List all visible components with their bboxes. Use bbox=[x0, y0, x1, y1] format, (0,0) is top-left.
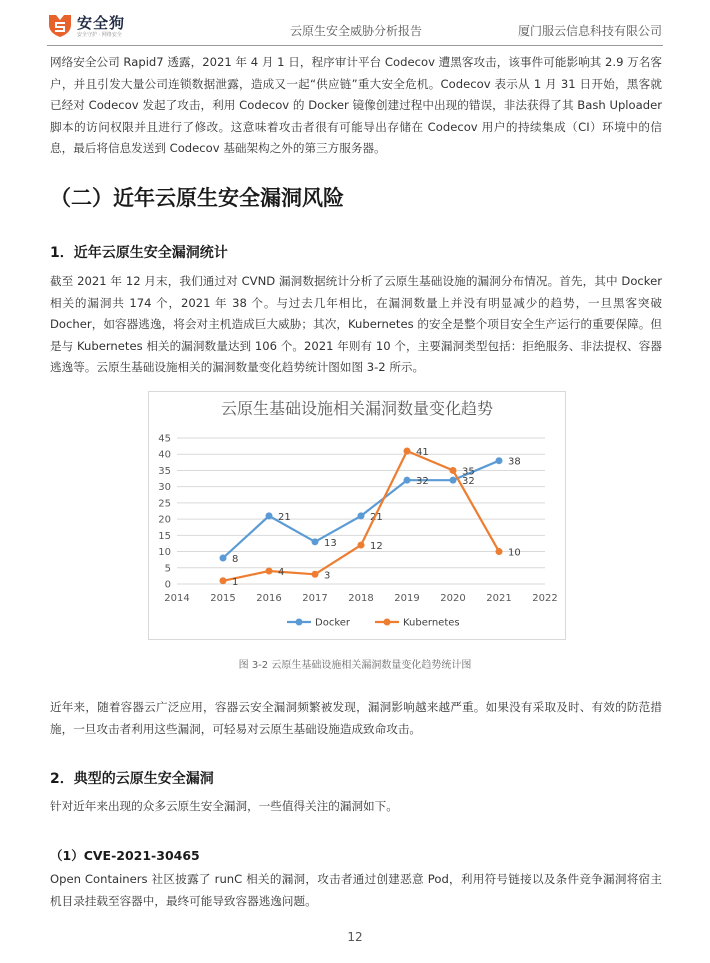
data-point bbox=[312, 571, 319, 578]
data-label: 4 bbox=[278, 567, 285, 579]
intro-paragraph: 网络安全公司 Rapid7 透露，2021 年 4 月 1 日，程序审计平台 Codecov 遭黑客攻击，该事件可能影响其 2.9 万名客户，并且引发大量公司连锁数据泄露，造成又一起“供应链”重大安全危机。Codecov 表示从 1 月 31 日开始，黑客就已经对 Codecov 发起了攻击，利用 Codecov 的 Docker 镜像创建过程中出现的错误，非法获得了其 Bash Uploader 脚本的访问权限并且进行了修改。这意味着攻击者很有可能导出存储在 Codecov 用户的持续集成（CI）环境中的信息，最后将信息发送到 Codecov 基础架构之外的第三方服务器。 bbox=[50, 55, 662, 155]
data-label: 12 bbox=[370, 541, 383, 553]
y-tick-label: 45 bbox=[158, 433, 171, 445]
data-point bbox=[450, 477, 457, 484]
data-label: 3 bbox=[324, 570, 331, 582]
data-label: 8 bbox=[232, 554, 239, 566]
data-point bbox=[496, 457, 503, 464]
cve-paragraph: Open Containers 社区披露了 runC 相关的漏洞，攻击者通过创建恶意 Pod，利用符号链接以及条件竞争漏洞将宿主机目录挂载至容器中，最终可能导致容器逃逸问题。 bbox=[50, 872, 662, 908]
vulnerability-trend-chart bbox=[148, 391, 566, 640]
data-label: 1 bbox=[232, 576, 239, 588]
after-chart-paragraph: 近年来，随着容器云广泛应用，容器云安全漏洞频繁被发现，漏洞影响越来越严重。如果没有采取及时、有效的防范措施，一旦攻击者利用这些漏洞，可轻易对云原生基础设施造成致命攻击。 bbox=[50, 700, 662, 736]
x-tick-label: 2017 bbox=[302, 593, 328, 604]
legend-marker bbox=[384, 619, 391, 626]
header-divider bbox=[47, 45, 663, 46]
x-tick-label: 2020 bbox=[440, 593, 466, 604]
y-tick-label: 35 bbox=[158, 465, 171, 477]
company-name: 厦门服云信息科技有限公司 bbox=[517, 24, 662, 38]
data-label: 32 bbox=[462, 476, 475, 488]
data-point bbox=[312, 538, 319, 545]
data-label: 35 bbox=[462, 466, 475, 478]
y-tick-label: 40 bbox=[158, 449, 171, 461]
legend-label: Docker bbox=[315, 617, 351, 629]
data-label: 21 bbox=[370, 511, 383, 523]
data-label: 13 bbox=[324, 537, 337, 549]
figure-caption: 图 3-2 云原生基础设施相关漏洞数量变化趋势统计图 bbox=[238, 660, 472, 671]
shield-logo-icon bbox=[47, 12, 73, 38]
y-tick-label: 20 bbox=[158, 514, 171, 526]
report-title: 云原生安全威胁分析报告 bbox=[290, 24, 423, 38]
cve-heading: （1）CVE-2021-30465 bbox=[50, 848, 200, 863]
data-point bbox=[496, 548, 503, 555]
x-tick-label: 2021 bbox=[486, 593, 512, 604]
subsection-heading-stats: 1．近年云原生安全漏洞统计 bbox=[50, 245, 228, 261]
data-label: 21 bbox=[278, 511, 291, 523]
x-tick-label: 2019 bbox=[394, 593, 420, 604]
legend-marker bbox=[296, 619, 303, 626]
x-tick-label: 2018 bbox=[348, 593, 374, 604]
x-tick-label: 2022 bbox=[532, 593, 558, 604]
x-tick-label: 2016 bbox=[256, 593, 282, 604]
stats-paragraph: 截至 2021 年 12 月末，我们通过对 CVND 漏洞数据统计分析了云原生基础设施的漏洞分布情况。首先，其中 Docker 相关的漏洞共 174 个，2021 年 38 个。与过去几年相比，在漏洞数量上并没有明显减少的趋势，一旦黑客突破 Docher，如容器逃逸，将会对主机造成巨大威胁；其次，Kubernetes 的安全是整个项目安全生产运行的重要保障。但是与 Kubernetes 相关的漏洞数量达到 106 个。2021 年则有 10 个，主要漏洞类型包括：拒绝服务、非法提权、容器逃逸等。云原生基础设施相关的漏洞数量变化趋势统计图如图 3-2 所示。 bbox=[50, 274, 662, 374]
data-point bbox=[266, 568, 273, 575]
section-heading: （二）近年云原生安全漏洞风险 bbox=[50, 186, 344, 210]
data-label: 38 bbox=[508, 456, 521, 468]
data-point bbox=[220, 577, 227, 584]
chart-title: 云原生基础设施相关漏洞数量变化趋势 bbox=[220, 399, 494, 418]
data-point bbox=[220, 555, 227, 562]
page-number: 12 bbox=[347, 930, 363, 944]
y-tick-label: 30 bbox=[158, 482, 171, 494]
subsection-heading-typical: 2．典型的云原生安全漏洞 bbox=[50, 771, 214, 787]
y-tick-label: 15 bbox=[158, 530, 171, 542]
data-point bbox=[450, 467, 457, 474]
data-point bbox=[358, 542, 365, 549]
y-tick-label: 0 bbox=[164, 579, 171, 591]
page-header bbox=[0, 0, 710, 46]
logo-slogan: 安全守护 · 网络安全 bbox=[77, 32, 122, 38]
x-tick-label: 2015 bbox=[210, 593, 236, 604]
chart-canvas bbox=[149, 392, 565, 639]
data-label: 10 bbox=[508, 547, 521, 559]
y-tick-label: 10 bbox=[158, 547, 171, 559]
data-point bbox=[404, 477, 411, 484]
company-logo bbox=[47, 12, 137, 40]
data-label: 32 bbox=[416, 476, 429, 488]
data-point bbox=[266, 512, 273, 519]
legend-label: Kubernetes bbox=[403, 617, 460, 629]
x-tick-label: 2014 bbox=[164, 593, 190, 604]
typical-intro-paragraph: 针对近年来出现的众多云原生安全漏洞，一些值得关注的漏洞如下。 bbox=[50, 799, 398, 813]
data-label: 41 bbox=[416, 446, 429, 458]
data-point bbox=[404, 447, 411, 454]
y-tick-label: 5 bbox=[164, 563, 171, 575]
logo-name: 安全狗 bbox=[77, 14, 126, 32]
y-tick-label: 25 bbox=[158, 498, 171, 510]
data-point bbox=[358, 512, 365, 519]
